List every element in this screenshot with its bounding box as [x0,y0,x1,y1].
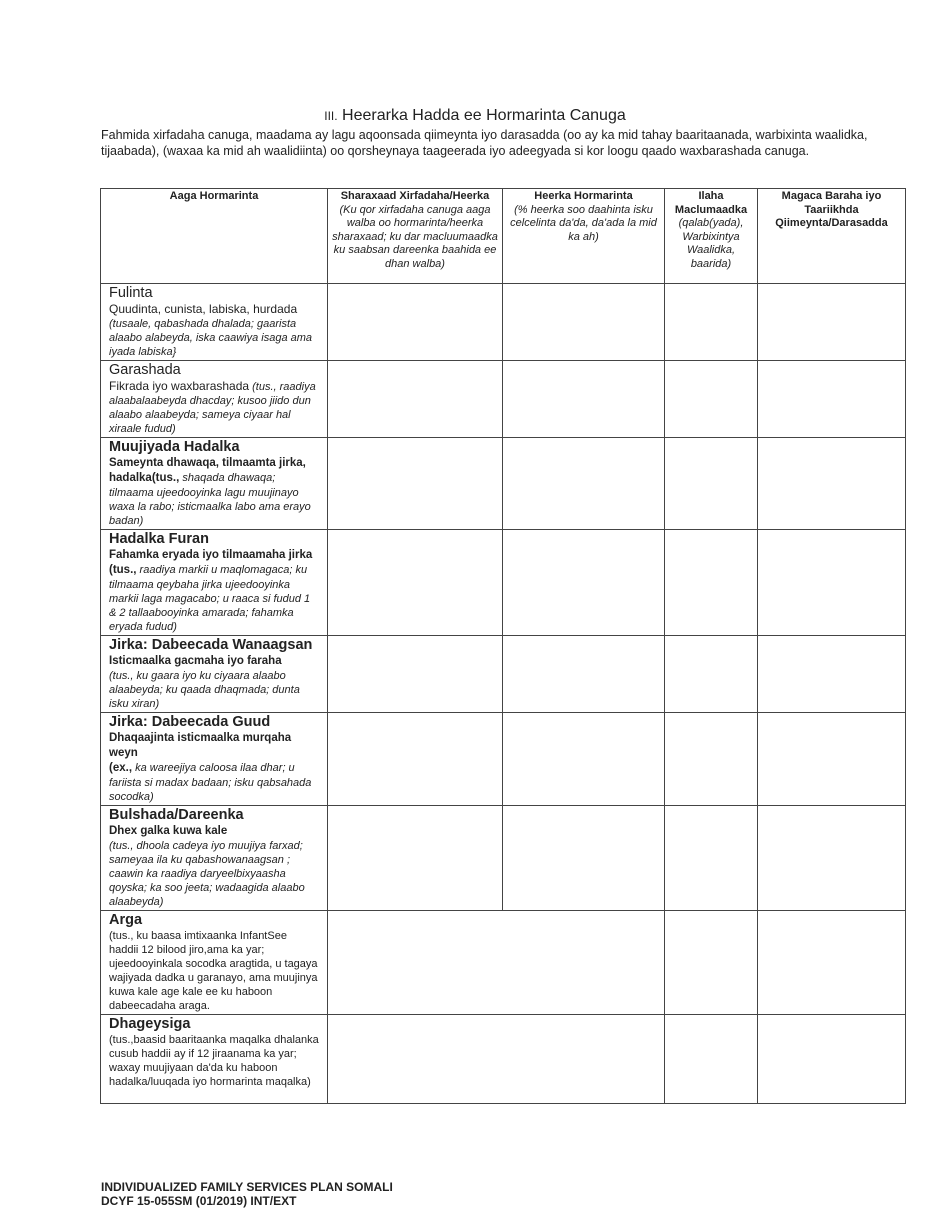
form-name: INDIVIDUALIZED FAMILY SERVICES PLAN SOMALI [101,1180,393,1194]
column-header-skills: Sharaxaad Xirfadaha/Heerka (Ku qor xirfadaha canuga aaga walba oo hormarinta/heerka sharaxaad; ku dar macluumaadka ku saabsan dareenka baahida ee dhan walba) [328,189,503,284]
area-cell: Fulinta Quudinta, cunista, labiska, hurdada (tusaale, qabashada dhalada; gaarista alaabo alabeyda, iska caawiya isaga ama iyada labiska} [101,284,328,361]
sources-cell[interactable] [665,530,758,636]
table-row [101,806,906,911]
area-cell: Jirka: Dabeecada Wanaagsan Isticmaalka gacmaha iyo faraha (tus., ku gaara iyo ku ciyaara alaabo alaabeyda; ku qaada dhaqmada; dunta isku xiran) [101,636,328,713]
skills-cell[interactable] [328,636,503,713]
table-row [101,284,906,361]
table-header-row [101,189,906,284]
evaluator-cell[interactable] [758,713,906,806]
skills-cell[interactable] [328,530,503,636]
sources-cell[interactable] [665,806,758,911]
column-header-sources: Ilaha Maclumaadka (qalab(yada), Warbixintya Waalidka, baarida) [665,189,758,284]
sources-cell[interactable] [665,361,758,438]
table-row [101,1015,906,1104]
evaluator-cell[interactable] [758,636,906,713]
area-cell: Muujiyada Hadalka Sameynta dhawaqa, tilmaamta jirka, hadalka(tus., shaqada dhawaqa; tilmaama ujeedooyinka lagu muujinayo waxa la rabo; isticmaalka labo ama erayo badan) [101,438,328,530]
evaluator-cell[interactable] [758,1015,906,1104]
sources-cell[interactable] [665,911,758,1015]
table-row [101,713,906,806]
level-cell[interactable] [503,806,665,911]
level-cell[interactable] [503,438,665,530]
section-numeral: III. [324,109,338,123]
level-cell[interactable] [503,361,665,438]
evaluator-cell[interactable] [758,911,906,1015]
skills-cell[interactable] [328,806,503,911]
area-cell: Arga (tus., ku baasa imtixaanka InfantSee haddii 12 bilood jiro,ama ka yar; ujeedooyinkala socodka aragtida, u tagaya wajiyada dadka u garanayo, ama muujinya kuwa kale age kale ee ku haboon dabeecadaha araga. [101,911,328,1015]
table-row [101,911,906,1015]
sources-cell[interactable] [665,713,758,806]
evaluator-cell[interactable] [758,530,906,636]
table-row [101,530,906,636]
area-cell: Hadalka Furan Fahamka eryada iyo tilmaamaha jirka (tus., raadiya markii u maqlomagaca; ku tilmaama qeybaha jirka ujeedooyinka markii laga magacabo; u raaca si fudud 1 & 2 tallaabooyinka amarada; fahamka eryada fudud) [101,530,328,636]
skills-level-cell[interactable] [328,1015,665,1104]
section-title-text: Heerarka Hadda ee Hormarinta Canuga [342,107,626,124]
evaluator-cell[interactable] [758,438,906,530]
evaluator-cell[interactable] [758,806,906,911]
table-row [101,438,906,530]
evaluator-cell[interactable] [758,361,906,438]
table-row [101,636,906,713]
sources-cell[interactable] [665,636,758,713]
skills-level-cell[interactable] [328,911,665,1015]
column-header-level: Heerka Hormarinta (% heerka soo daahinta isku celcelinta da'da, da'ada la mid ka ah) [503,189,665,284]
column-header-evaluator: Magaca Baraha iyo Taariikhda Qiimeynta/Darasadda [758,189,906,284]
form-footer [101,1180,393,1208]
area-cell: Dhageysiga (tus.,baasid baaritaanka maqalka dhalanka cusub haddii ay if 12 jiraanama ka yar; waxay muujiyaan da'da ku haboon hadalka/luuqada iyo hormarinta maqalka) [101,1015,328,1104]
skills-cell[interactable] [328,284,503,361]
sources-cell[interactable] [665,438,758,530]
level-cell[interactable] [503,713,665,806]
form-number: DCYF 15-055SM (01/2019) INT/EXT [101,1194,297,1208]
level-cell[interactable] [503,636,665,713]
level-cell[interactable] [503,530,665,636]
skills-cell[interactable] [328,361,503,438]
column-header-area: Aaga Hormarinta [101,189,328,284]
sources-cell[interactable] [665,1015,758,1104]
skills-cell[interactable] [328,713,503,806]
development-table [100,188,906,1104]
evaluator-cell[interactable] [758,284,906,361]
sources-cell[interactable] [665,284,758,361]
skills-cell[interactable] [328,438,503,530]
level-cell[interactable] [503,284,665,361]
area-cell: Bulshada/Dareenka Dhex galka kuwa kale (tus., dhoola cadeya iyo muujiya farxad; sameyaa ila ku qabashowanaagsan ; caawin ka raadiya daryeelbixyaasha qoyska; ka soo jeeta; wadaagida alaabo alaabeyda) [101,806,328,911]
table-row [101,361,906,438]
intro-paragraph: Fahmida xirfadaha canuga, maadama ay lagu aqoonsada qiimeynta iyo darasadda (oo ay ka mid tahay baaritaanada, warbixinta waalidka, tijaabada), (waxaa ka mid ah waalidiinta) oo qorsheynaya taageerada iyo adeegyada si kor loogu qaado waxbarashada canuga. [101,128,868,158]
area-cell: Garashada Fikrada iyo waxbarashada (tus., raadiya alaabalaabeyda dhacday; kusoo jiido dun alaabo alaabeyda; sameya ciyaar hal xiraale fudud) [101,361,328,438]
area-cell: Jirka: Dabeecada Guud Dhaqaajinta isticmaalka murqaha weyn (ex., ka wareejiya caloosa ilaa dhar; u fariista si madax badaan; isku qabsahada socodka) [101,713,328,806]
section-title [0,107,950,125]
